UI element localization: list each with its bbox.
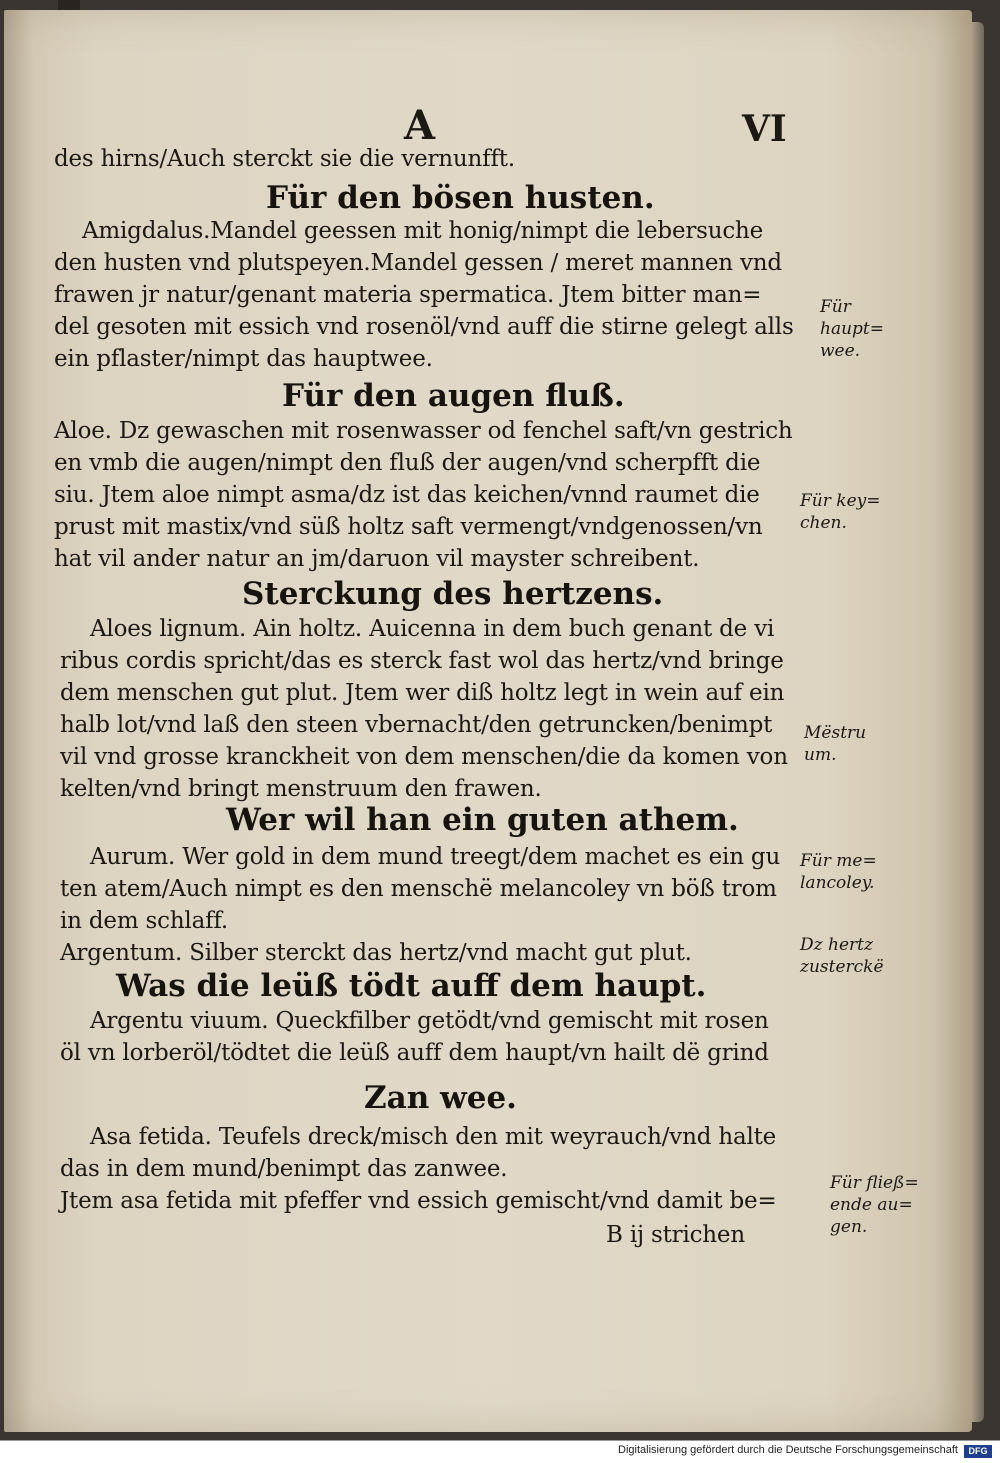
text-line: Argentum. Silber sterckt das hertz/vnd macht gut plut.: [60, 940, 692, 966]
text-line: del gesoten mit essich vnd rosenöl/vnd auff die stirne gelegt alls: [54, 314, 794, 340]
section-heading: Wer wil han ein guten athem.: [226, 802, 739, 838]
text-line: den husten vnd plutspeyen.Mandel gessen / meret mannen vnd: [54, 250, 782, 276]
text-line: dem menschen gut plut. Jtem wer diß holtz legt in wein auf ein: [60, 680, 785, 706]
page-edge: [972, 22, 984, 1422]
marginal-note-line: um.: [804, 745, 837, 765]
marginal-note-line: ende au=: [830, 1195, 913, 1215]
text-line: ten atem/Auch nimpt es den menschë melancoley vn böß trom: [60, 876, 777, 902]
text-line: des hirns/Auch sterckt sie die vernunfft.: [54, 146, 515, 172]
text-line: siu. Jtem aloe nimpt asma/dz ist das keichen/vnnd raumet die: [54, 482, 760, 508]
text-line: ein pflaster/nimpt das hauptwee.: [54, 346, 433, 372]
section-heading: Für den bösen husten.: [266, 180, 655, 216]
marginal-note: [830, 1172, 919, 1238]
text-line: Aloes lignum. Ain holtz. Auicenna in dem buch genant de vi: [90, 616, 775, 642]
marginal-note: [820, 296, 884, 362]
text-line: frawen jr natur/genant materia spermatica. Jtem bitter man=: [54, 282, 762, 308]
marginal-note-line: wee.: [820, 341, 861, 361]
section-heading: Sterckung des hertzens.: [242, 576, 664, 612]
text-line: in dem schlaff.: [60, 908, 229, 934]
section-heading: Für den augen fluß.: [282, 378, 625, 414]
text-line: Asa fetida. Teufels dreck/misch den mit weyrauch/vnd halte: [90, 1124, 777, 1150]
text-line: kelten/vnd bringt menstruum den frawen.: [60, 776, 542, 802]
text-line: Aloe. Dz gewaschen mit rosenwasser od fenchel saft/vn gestrich: [54, 418, 793, 444]
footer-credit: Digitalisierung gefördert durch die Deutsche Forschungsgemeinschaft: [618, 1444, 958, 1456]
page-body: [4, 10, 972, 1432]
marginal-note-line: zusterckë: [800, 957, 884, 977]
marginal-note-line: haupt=: [820, 319, 884, 339]
marginal-note-line: Für me=: [800, 851, 877, 871]
text-line: öl vn lorberöl/tödtet die leüß auff dem haupt/vn hailt dë grind: [60, 1040, 769, 1066]
book-page: [4, 10, 972, 1432]
text-line: Amigdalus.Mandel geessen mit honig/nimpt die lebersuche: [82, 218, 764, 244]
text-line: das in dem mund/benimpt das zanwee.: [60, 1156, 508, 1182]
text-line: Argentu viuum. Queckfilber getödt/vnd gemischt mit rosen: [90, 1008, 769, 1034]
text-line: vil vnd grosse kranckheit von dem menschen/die da komen von: [60, 744, 788, 770]
signature-mark: A: [404, 102, 436, 149]
text-line: Aurum. Wer gold in dem mund treegt/dem machet es ein gu: [90, 844, 781, 870]
marginal-note-line: Dz hertz: [800, 935, 873, 955]
marginal-note-line: Für fließ=: [830, 1173, 919, 1193]
section-heading: Was die leüß tödt auff dem haupt.: [116, 968, 707, 1004]
marginal-note: [804, 722, 866, 766]
marginal-note-line: lancoley.: [800, 873, 875, 893]
marginal-note: [800, 490, 880, 534]
text-line: ribus cordis spricht/das es sterck fast wol das hertz/vnd bringe: [60, 648, 784, 674]
section-heading: Zan wee.: [364, 1080, 517, 1116]
marginal-note-line: Für: [820, 297, 851, 317]
marginal-note: [800, 934, 884, 978]
text-line: Jtem asa fetida mit pfeffer vnd essich gemischt/vnd damit be=: [60, 1188, 777, 1214]
marginal-note: [800, 850, 877, 894]
marginal-note-line: gen.: [830, 1217, 868, 1237]
text-line: prust mit mastix/vnd süß holtz saft vermengt/vndgenossen/vn: [54, 514, 763, 540]
marginal-note-line: Für key=: [800, 491, 881, 511]
marginal-note-line: chen.: [800, 513, 847, 533]
dfg-logo: DFG: [964, 1445, 992, 1458]
marginal-note-line: Mëstru: [804, 723, 867, 743]
text-line: hat vil ander natur an jm/daruon vil mayster schreibent.: [54, 546, 700, 572]
text-line: halb lot/vnd laß den steen vbernacht/den getruncken/benimpt: [60, 712, 773, 738]
folio-number: VI: [742, 108, 787, 150]
text-line: en vmb die augen/nimpt den fluß der augen/vnd scherpfft die: [54, 450, 761, 476]
catchword-line: B ij strichen: [606, 1222, 745, 1248]
digitization-footer: [0, 1440, 1000, 1463]
